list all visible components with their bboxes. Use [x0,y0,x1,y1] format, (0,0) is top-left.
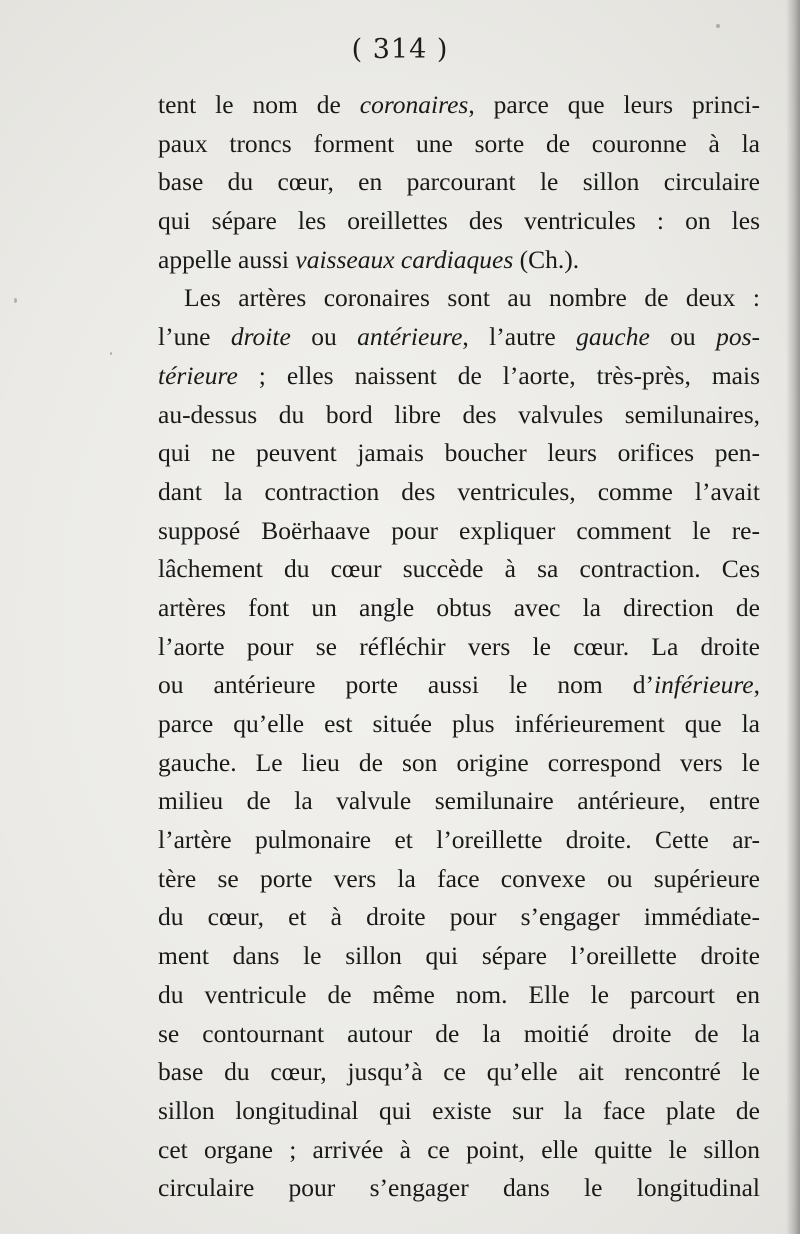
text-segment: , parce que leurs princi- [468,90,760,119]
text-segment: gauche. Le lieu de son origine correspond vers le [158,747,760,777]
page-number: ( 314 ) [351,34,449,65]
text-line [158,512,760,551]
paper-speck [14,298,17,303]
body-text [158,86,760,1208]
text-line [158,744,760,783]
text-segment: ou [649,322,717,352]
text-line [158,434,760,473]
text-line [158,125,760,164]
text-line [158,1053,760,1092]
text-line [158,1169,760,1208]
text-segment: dant la contraction des ventricules, comme l’avait [158,476,760,506]
text-segment: base du cœur, en parcourant le sillon circulaire [158,167,760,197]
text-line [158,550,760,589]
text-line [158,589,760,628]
text-line [158,860,760,899]
text-line [158,782,760,821]
text-line [158,666,760,705]
text-line [158,1015,760,1054]
text-segment: ment dans le sillon qui sépare l’oreillette droite [158,941,760,971]
text-segment: parce qu’elle est située plus inférieurement que la [158,709,760,738]
italic-text: droite [230,322,291,352]
paper-speck [716,24,720,28]
text-segment: l’artère pulmonaire et l’oreillette droite. Cette ar- [158,825,760,855]
text-line [158,976,760,1015]
text-segment: circulaire pour s’engager dans le longitudinal [158,1173,760,1203]
text-segment: lâchement du cœur succède à sa contraction. Ces [158,554,760,584]
text-line [158,318,760,357]
text-segment: l’aorte pour se réfléchir vers le cœur. La droite [158,631,760,661]
text-segment: ; elles naissent de l’aorte, très-près, mais [237,360,760,390]
text-segment: artères font un angle obtus avec la direction de [158,592,760,622]
italic-text: térieure [158,360,238,390]
text-line [158,202,760,241]
text-line [158,473,760,512]
italic-text: vaisseaux cardiaques [295,244,514,274]
italic-text: antérieure [357,322,463,352]
text-segment: du cœur, et à droite pour s’engager immédiate- [158,902,760,932]
text-segment: du ventricule de même nom. Elle le parcourt en [158,979,760,1009]
text-segment: qui sépare les oreillettes des ventricules : on les [158,206,760,236]
italic-text: inférieure [654,670,754,700]
text-segment: tent le nom de [158,90,360,119]
italic-text: pos- [716,322,760,352]
text-segment: paux troncs forment une sorte de couronne à la [158,128,760,158]
text-segment: qui ne peuvent jamais boucher leurs orifices pen- [158,438,760,468]
text-line [158,86,760,125]
text-line [158,1131,760,1170]
text-segment: cet organe ; arrivée à ce point, elle quitte le sillon [158,1134,760,1164]
italic-text: gauche [576,322,650,352]
text-line [158,821,760,860]
italic-text: coronaires [359,90,469,119]
text-segment: supposé Boërhaave pour expliquer comment le re- [158,515,760,545]
text-segment: l’une [158,322,231,352]
text-segment: , l’autre [462,322,577,352]
text-segment: , [753,670,760,700]
text-segment: milieu de la valvule semilunaire antérieure, entre [158,786,760,816]
page-edge-shadow [786,0,800,1234]
text-line [158,279,760,318]
text-segment: se contournant autour de la moitié droite de la [158,1018,760,1048]
text-line [158,163,760,202]
text-line [158,628,760,667]
text-segment: tère se porte vers la face convexe ou supérieure [158,863,760,893]
text-segment: sillon longitudinal qui existe sur la face plate de [158,1095,760,1125]
text-line [158,396,760,435]
paper-speck [110,352,112,355]
text-line [158,705,760,744]
text-line [158,357,760,396]
text-line [158,937,760,976]
text-segment: base du cœur, jusqu’à ce qu’elle ait rencontré le [158,1057,760,1087]
text-segment: Les artères coronaires sont au nombre de deux : [184,283,760,313]
text-segment: au-dessus du bord libre des valvules semilunaires, [158,399,760,429]
text-segment: (Ch.). [513,244,580,274]
text-line [158,241,760,280]
text-segment: appelle aussi [158,244,296,274]
text-line [158,1092,760,1131]
text-line [158,898,760,937]
text-segment: ou antérieure porte aussi le nom d’ [158,670,655,700]
text-segment: ou [290,322,358,352]
